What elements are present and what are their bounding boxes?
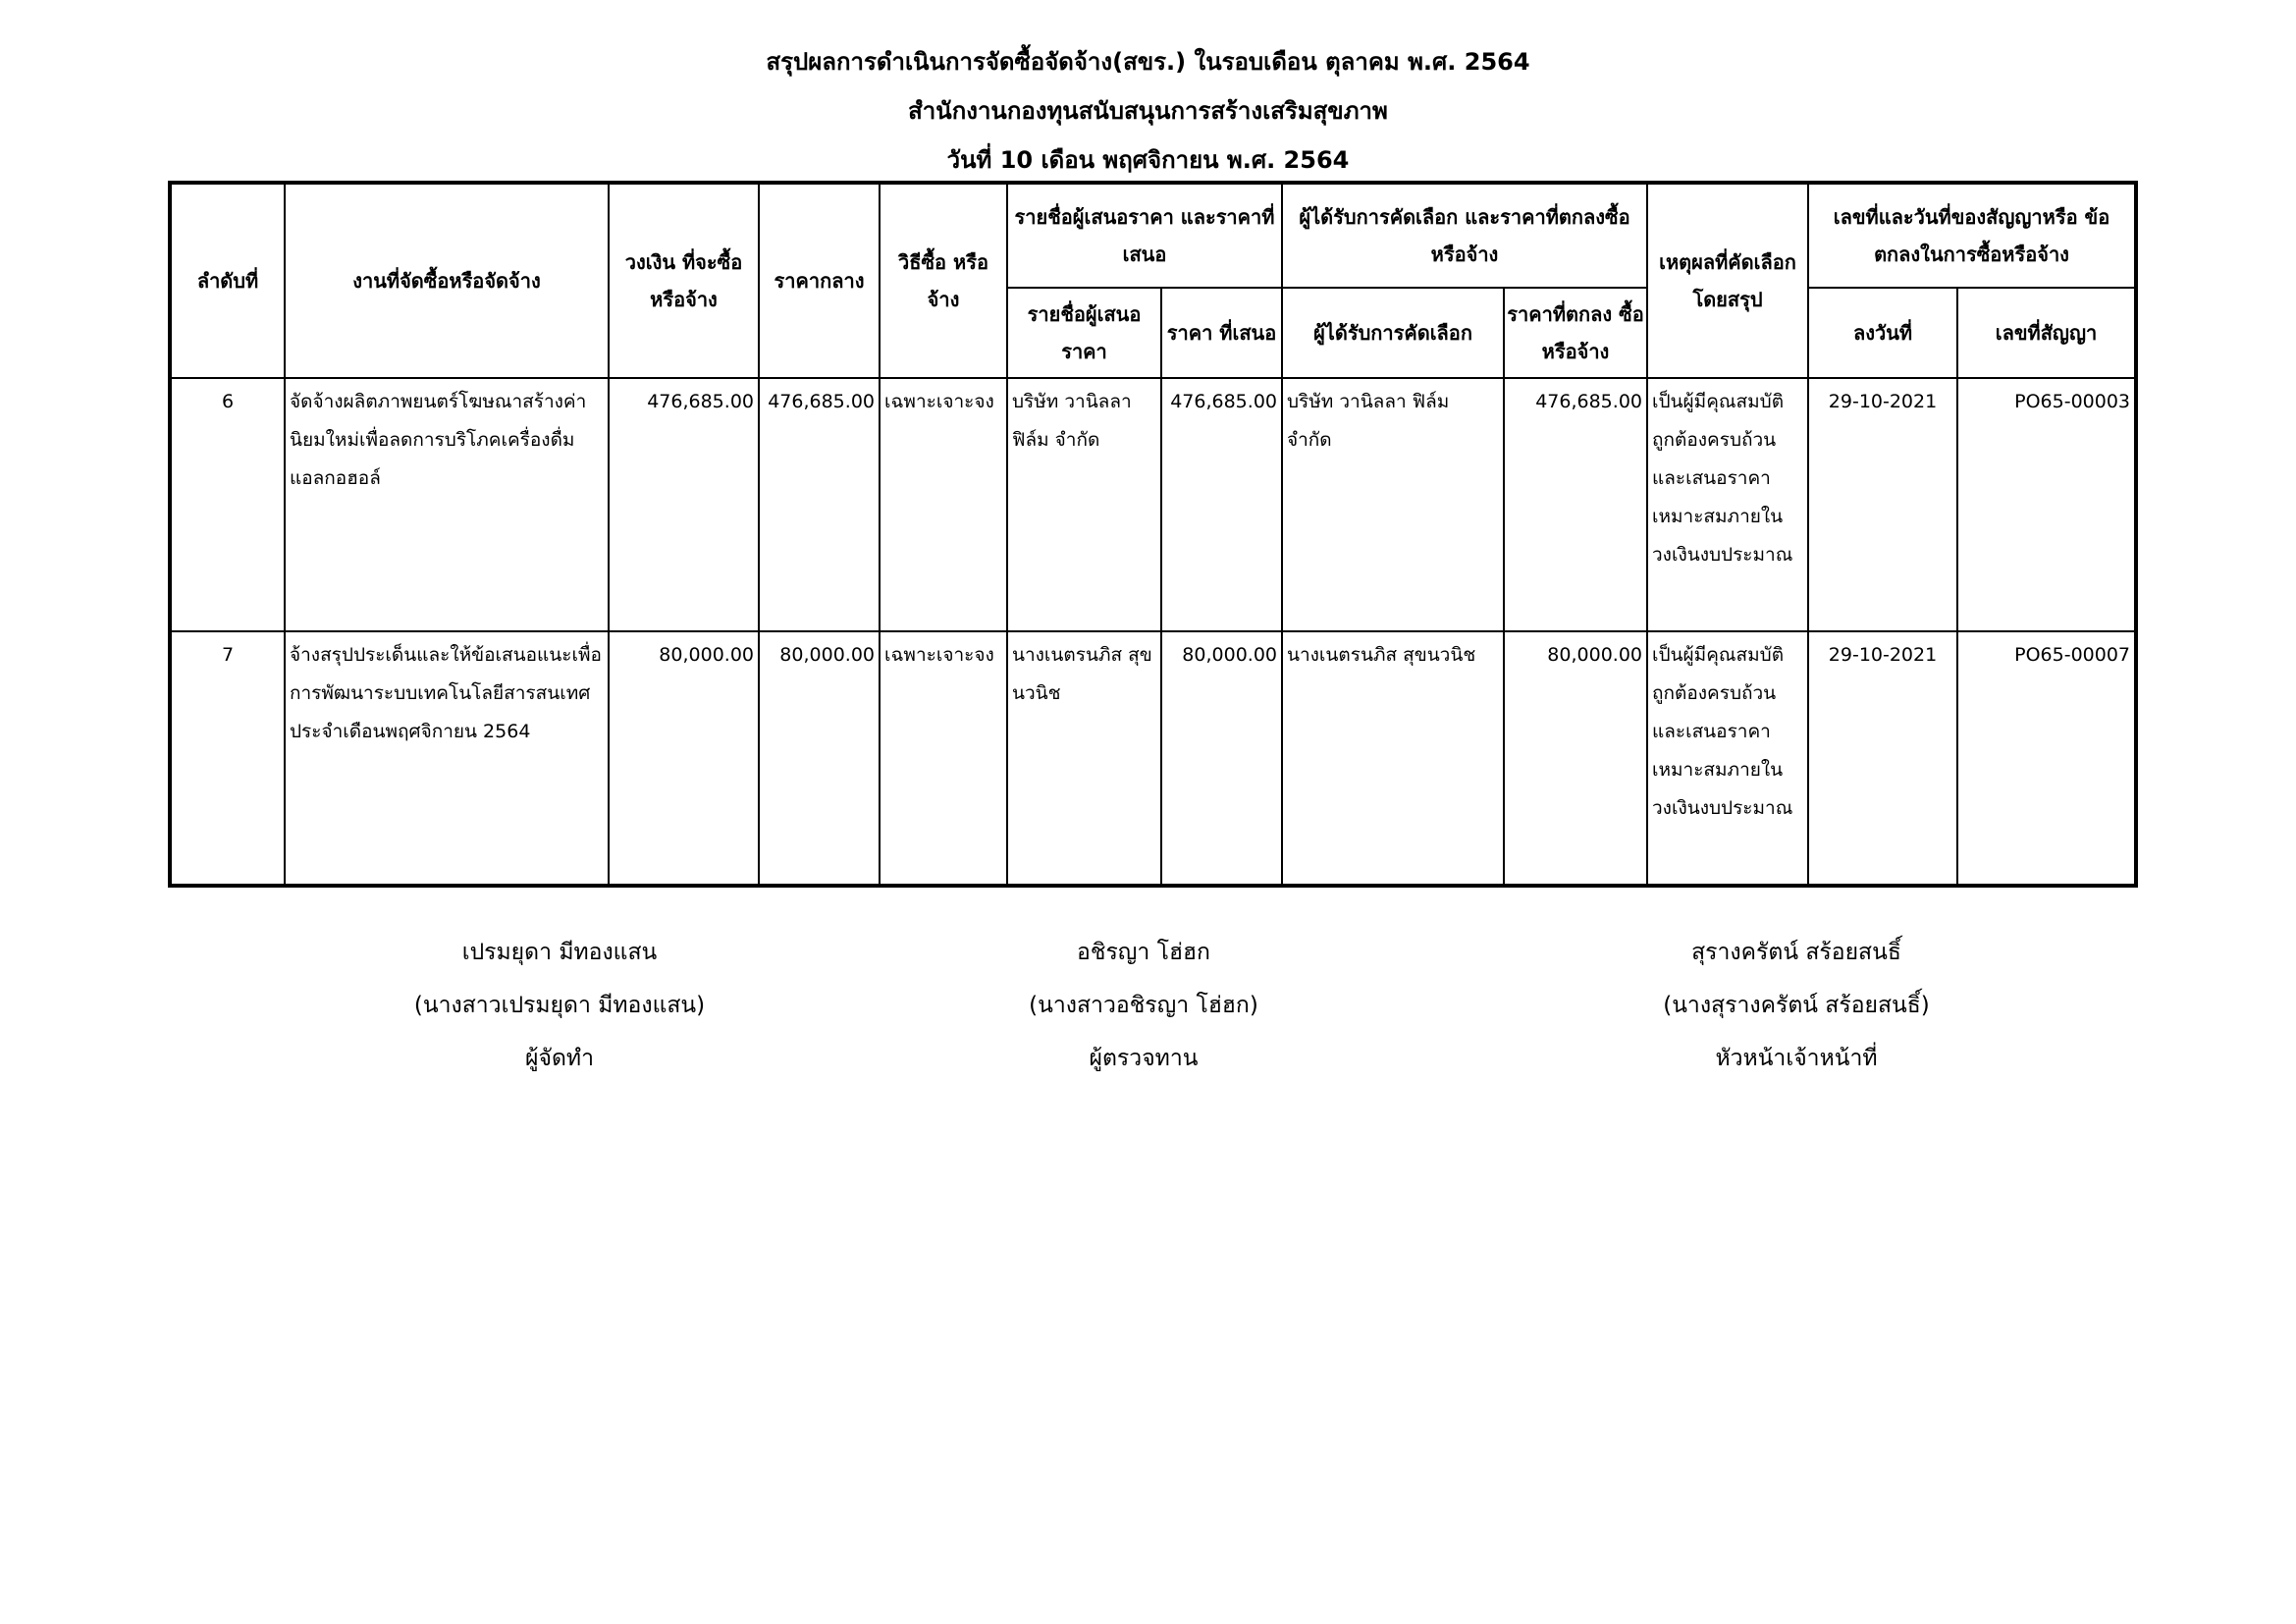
cell-work: จ้างสรุปประเด็นและให้ข้อเสนอแนะเพื่อการพัฒนาระบบเทคโนโลยีสารสนเทศ ประจำเดือนพฤศจิกายน 2564 <box>285 631 609 886</box>
header-selected-name: ผู้ได้รับการคัดเลือก <box>1282 288 1504 378</box>
signatory-full-name: (นางสุรางครัตน์ สร้อยสนธิ์) <box>1663 993 1930 1018</box>
cell-selected-name: นางเนตรนภิส สุขนวนิช <box>1282 631 1504 886</box>
header-contract-no: เลขที่สัญญา <box>1957 288 2136 378</box>
signature-block-reviewer <box>898 926 1389 1085</box>
cell-bidder-name: บริษัท วานิลลา ฟิล์ม จำกัด <box>1007 378 1161 631</box>
cell-bidder-name: นางเนตรนภิส สุขนวนิช <box>1007 631 1161 886</box>
table-row <box>170 631 2136 886</box>
header-work: งานที่จัดซื้อหรือจัดจ้าง <box>285 183 609 378</box>
signatory-full-name: (นางสาวอชิรญา โฮ่ฮก) <box>1029 993 1258 1018</box>
signature-block-head-officer <box>1551 926 2042 1085</box>
signatory-role: หัวหน้าเจ้าหน้าที่ <box>1715 1046 1878 1071</box>
header-bidders-group: รายชื่อผู้เสนอราคา และราคาที่เสนอ <box>1007 183 1282 288</box>
cell-median-price: 476,685.00 <box>759 378 880 631</box>
cell-contract-date: 29-10-2021 <box>1808 631 1957 886</box>
report-date: วันที่ 10 เดือน พฤศจิกายน พ.ศ. 2564 <box>946 146 1350 174</box>
report-title: สรุปผลการดำเนินการจัดซื้อจัดจ้าง(สขร.) ในรอบเดือน ตุลาคม พ.ศ. 2564 <box>766 48 1530 76</box>
header-no: ลำดับที่ <box>170 183 285 378</box>
signatory-role: ผู้ตรวจทาน <box>1089 1046 1199 1071</box>
header-contract-date: ลงวันที่ <box>1808 288 1957 378</box>
cell-bid-price: 80,000.00 <box>1161 631 1282 886</box>
signatory-full-name: (นางสาวเปรมยุดา มีทองแสน) <box>413 993 706 1018</box>
header-reason: เหตุผลที่คัดเลือก โดยสรุป <box>1647 183 1808 378</box>
cell-bid-price: 476,685.00 <box>1161 378 1282 631</box>
header-budget: วงเงิน ที่จะซื้อ หรือจ้าง <box>609 183 759 378</box>
document-header <box>0 37 2296 185</box>
cell-method: เฉพาะเจาะจง <box>880 631 1007 886</box>
cell-budget: 80,000.00 <box>609 631 759 886</box>
cell-agreed-price: 476,685.00 <box>1504 378 1647 631</box>
signature-section <box>0 926 2296 1093</box>
cell-no: 7 <box>170 631 285 886</box>
table-row <box>170 378 2136 631</box>
header-contract-group: เลขที่และวันที่ของสัญญาหรือ ข้อตกลงในการซื้อหรือจ้าง <box>1808 183 2136 288</box>
header-bidder-name: รายชื่อผู้เสนอ ราคา <box>1007 288 1161 378</box>
cell-budget: 476,685.00 <box>609 378 759 631</box>
signature-text: อชิรญา โฮ่ฮก <box>1077 940 1210 965</box>
signature-text: เปรมยุดา มีทองแสน <box>461 940 658 965</box>
cell-method: เฉพาะเจาะจง <box>880 378 1007 631</box>
procurement-table <box>168 181 2138 888</box>
signatory-role: ผู้จัดทำ <box>525 1046 594 1071</box>
signature-text: สุรางครัตน์ สร้อยสนธิ์ <box>1691 940 1901 965</box>
cell-median-price: 80,000.00 <box>759 631 880 886</box>
cell-contract-no: PO65-00007 <box>1957 631 2136 886</box>
header-method: วิธีซื้อ หรือจ้าง <box>880 183 1007 378</box>
cell-reason: เป็นผู้มีคุณสมบัติถูกต้องครบถ้วนและเสนอราคาเหมาะสมภายในวงเงินงบประมาณ <box>1647 378 1808 631</box>
cell-contract-no: PO65-00003 <box>1957 378 2136 631</box>
header-agreed-price: ราคาที่ตกลง ซื้อหรือจ้าง <box>1504 288 1647 378</box>
header-selected-group: ผู้ได้รับการคัดเลือก และราคาที่ตกลงซื้อหรือจ้าง <box>1282 183 1647 288</box>
cell-contract-date: 29-10-2021 <box>1808 378 1957 631</box>
cell-work: จัดจ้างผลิตภาพยนตร์โฆษณาสร้างค่านิยมใหม่เพื่อลดการบริโภคเครื่องดื่มแอลกอฮอล์ <box>285 378 609 631</box>
header-median-price: ราคากลาง <box>759 183 880 378</box>
cell-selected-name: บริษัท วานิลลา ฟิล์ม จำกัด <box>1282 378 1504 631</box>
cell-reason: เป็นผู้มีคุณสมบัติถูกต้องครบถ้วนและเสนอราคาเหมาะสมภายในวงเงินงบประมาณ <box>1647 631 1808 886</box>
signature-block-preparer <box>314 926 805 1085</box>
cell-no: 6 <box>170 378 285 631</box>
header-bid-price: ราคา ที่เสนอ <box>1161 288 1282 378</box>
organization-name: สำนักงานกองทุนสนับสนุนการสร้างเสริมสุขภาพ <box>908 97 1388 125</box>
cell-agreed-price: 80,000.00 <box>1504 631 1647 886</box>
